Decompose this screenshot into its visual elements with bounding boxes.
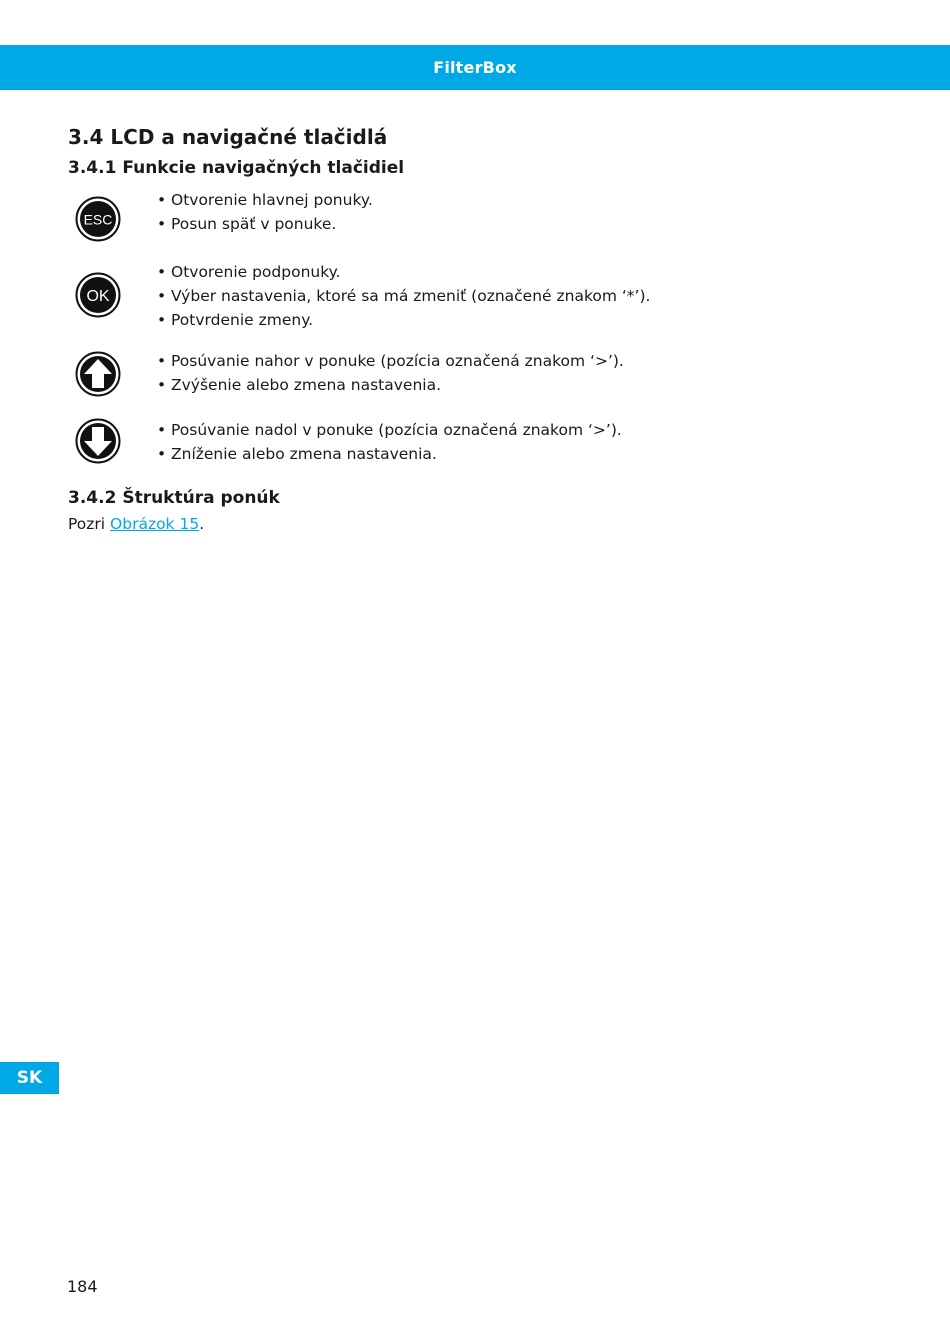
key-row-down xyxy=(68,418,898,466)
list-item: • Posun späť v ponuke. xyxy=(157,212,373,236)
list-item: • Otvorenie hlavnej ponuky. xyxy=(157,188,373,212)
menu-structure-text xyxy=(68,512,898,536)
esc-key-icon xyxy=(68,196,128,242)
list-item: • Potvrdenie zmeny. xyxy=(157,308,650,332)
up-arrow-key-icon xyxy=(68,349,128,397)
esc-function-list xyxy=(128,188,373,236)
ok-key-label: OK xyxy=(86,288,110,305)
list-item: • Posúvanie nahor v ponuke (pozícia označená znakom ‘>’). xyxy=(157,349,624,373)
up-function-list xyxy=(128,349,624,397)
esc-key-label: ESC xyxy=(83,211,113,228)
down-arrow-key-icon xyxy=(68,418,128,464)
page-content xyxy=(68,120,898,536)
list-item: • Posúvanie nadol v ponuke (pozícia označená znakom ‘>’). xyxy=(157,418,622,442)
subsection-title-menu-structure: 3.4.2 Štruktúra ponúk xyxy=(68,488,280,508)
language-tab: SK xyxy=(0,1062,59,1094)
list-item: • Otvorenie podponuky. xyxy=(157,260,650,284)
figure-15-link[interactable]: Obrázok 15 xyxy=(110,515,200,533)
key-row-up xyxy=(68,349,898,397)
down-function-list xyxy=(128,418,622,466)
section-title: 3.4 LCD a navigačné tlačidlá xyxy=(68,125,388,149)
ok-key-icon xyxy=(68,260,128,318)
list-item: • Zníženie alebo zmena nastavenia. xyxy=(157,442,622,466)
page-number: 184 xyxy=(67,1277,98,1296)
text-suffix: . xyxy=(199,515,205,533)
key-row-ok xyxy=(68,260,898,332)
subsection-title-functions: 3.4.1 Funkcie navigačných tlačidiel xyxy=(68,158,405,178)
header-band xyxy=(0,45,950,90)
text-prefix: Pozri xyxy=(68,515,111,533)
document-title: FilterBox xyxy=(433,58,517,77)
list-item: • Zvýšenie alebo zmena nastavenia. xyxy=(157,373,624,397)
ok-function-list xyxy=(128,260,650,332)
list-item: • Výber nastavenia, ktoré sa má zmeniť (označené znakom ‘*’). xyxy=(157,284,650,308)
key-row-esc xyxy=(68,191,898,242)
